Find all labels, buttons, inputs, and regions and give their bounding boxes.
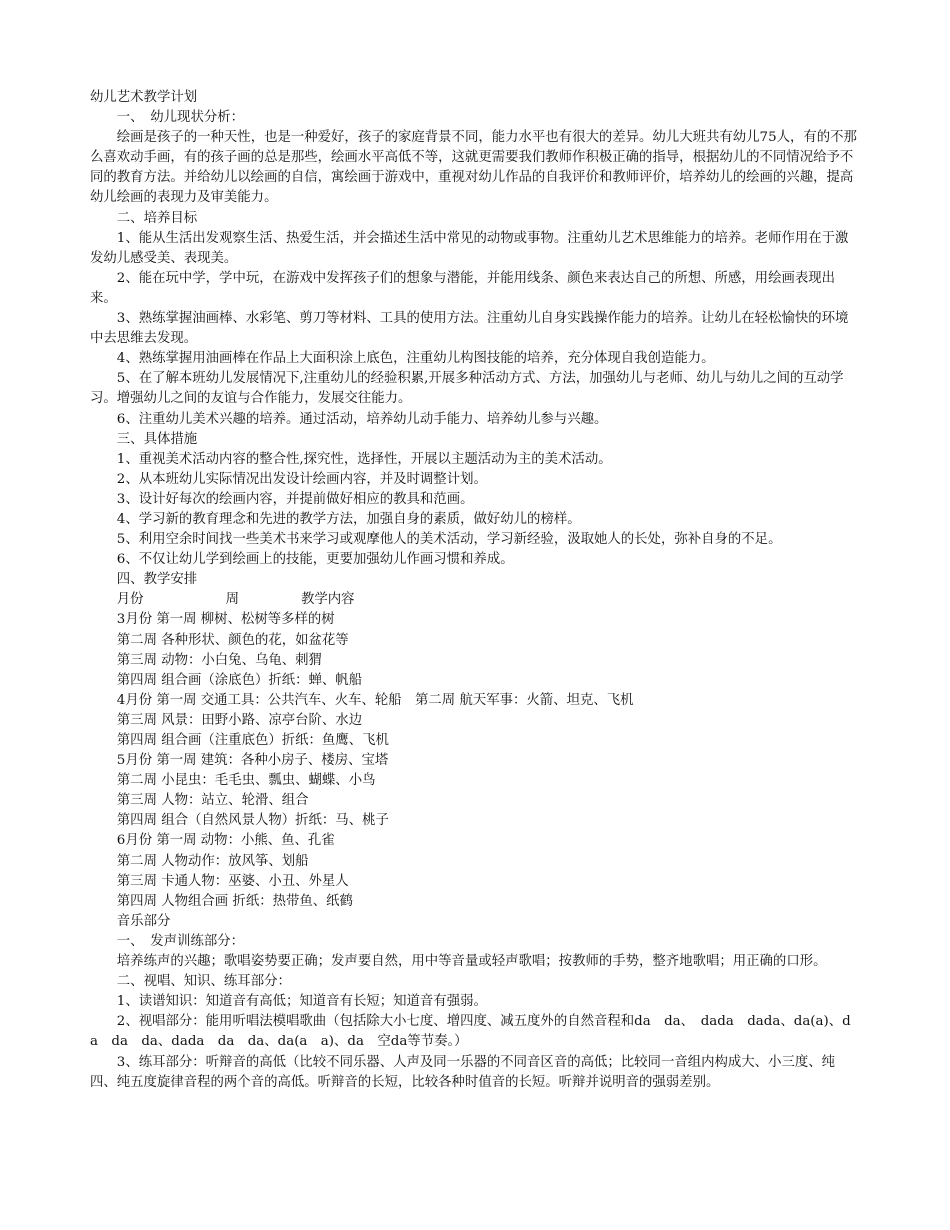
schedule-line: 第三周 动物：小白兔、乌龟、刺猬 — [116, 652, 322, 668]
schedule-line: 第四周 组合画（注重底色）折纸：鱼鹰、飞机 — [116, 733, 389, 748]
measure-item: 4、学习新的教育理念和先进的教学方法，加强自身的素质，做好幼儿的榜样。 — [116, 511, 581, 527]
schedule-line: 第四周 人物组合画 折纸：热带鱼、纸鹤 — [116, 893, 353, 909]
schedule-line: 第三周 卡通人物：巫婆、小丑、外星人 — [116, 873, 349, 889]
goal-item: 5、在了解本班幼儿发展情况下,注重幼儿的经验积累,开展多种活动方式、方法，加强幼儿与老师、幼儿与幼儿之间的互动学习。增强幼儿之间的友谊与合作能力，发展交往能力。 — [90, 371, 844, 407]
paragraph-situation: 绘画是孩子的一种天性，也是一种爱好，孩子的家庭背景不同，能力水平也有很大的差异。幼儿大班共有幼儿75人，有的不那么喜欢动手画，有的孩子画的总是那些，绘画水平高低不等，这就更需要我们教师作积极正确的指导，根据幼儿的不同情况给予不同的教育方法。并给幼儿以绘画的自信，寓绘画于游戏中，重视对幼儿作品的自我评价和教师评价，培养幼儿的绘画的兴趣，提高幼儿绘画的表现力及审美能力。 — [90, 130, 857, 206]
section-heading-schedule: 四、教学安排 — [116, 572, 198, 588]
measure-item: 2、从本班幼儿实际情况出发设计绘画内容，并及时调整计划。 — [116, 471, 487, 487]
document-title: 幼儿艺术教学计划 — [90, 90, 198, 105]
section-heading-music: 音乐部分 — [116, 913, 171, 929]
schedule-line: 第四周 组合画（涂底色）折纸：蝉、帆船 — [116, 672, 363, 688]
paragraph-vocal: 培养练声的兴趣；歌唱姿势要正确；发声要自然，用中等音量或轻声歌唱；按教师的手势，整齐地歌唱；用正确的口形。 — [116, 954, 827, 970]
schedule-header — [90, 590, 858, 610]
schedule-header-content: 教学内容 — [300, 592, 355, 608]
section-heading-measures: 三、具体措施 — [116, 431, 198, 447]
schedule-header-week: 周 — [225, 592, 239, 608]
goal-item: 3、熟练掌握油画棒、水彩笔、剪刀等材料、工具的使用方法。注重幼儿自身实践操作能力的培养。让幼儿在轻松愉快的环境中去思维去发现。 — [90, 311, 849, 347]
schedule-line: 4月份 第一周 交通工具：公共汽车、火车、轮船 第二周 航天军事：火箭、坦克、飞机 — [116, 692, 634, 708]
schedule-line: 第二周 小昆虫：毛毛虫、瓢虫、蝴蝶、小鸟 — [116, 773, 376, 789]
measure-item: 5、利用空余时间找一些美术书来学习或观摩他人的美术活动，学习新经验，汲取她人的长处，弥补自身的不足。 — [116, 532, 782, 548]
schedule-line: 第三周 人物：站立、轮滑、组合 — [116, 793, 309, 809]
schedule-line: 第二周 人物动作：放风筝、划船 — [116, 853, 309, 869]
schedule-line: 第二周 各种形状、颜色的花，如盆花等 — [116, 632, 349, 648]
music-heading-vocal: 一、 发声训练部分： — [116, 933, 245, 949]
goal-item: 1、能从生活出发观察生活、热爱生活，并会描述生活中常见的动物或事物。注重幼儿艺术思维能力的培养。老师作用在于激发幼儿感受美、表现美。 — [90, 230, 849, 266]
schedule-line: 3月份 第一周 柳树、松树等多样的树 — [116, 612, 335, 628]
section-heading-goals: 二、培养目标 — [116, 210, 198, 226]
music-item: 3、练耳部分：听辩音的高低（比较不同乐器、人声及同一乐器的不同音区音的高低；比较同一音组内构成大、小三度、纯四、纯五度旋律音程的两个音的高低。听辩音的长短，比较各种时值音的长短。听辩并说明音的强弱差别。 — [90, 1054, 836, 1090]
schedule-line: 第三周 风景：田野小路、凉亭台阶、水边 — [116, 712, 363, 728]
music-heading-sightsinging: 二、视唱、知识、练耳部分： — [116, 974, 291, 990]
goal-item: 4、熟练掌握用油画棒在作品上大面积涂上底色，注重幼儿构图技能的培养，充分体现自我创造能力。 — [116, 351, 715, 367]
schedule-header-month: 月份 — [116, 592, 144, 608]
music-item: 2、视唱部分：能用听唱法模唱歌曲（包括除大小七度、增四度、减五度外的自然音程和da da、 dada dada、da(a)、da da da、dada da da、da(a a)、da 空da等节奏。） — [90, 1014, 851, 1050]
schedule-line: 5月份 第一周 建筑：各种小房子、楼房、宝塔 — [116, 753, 389, 769]
measure-item: 6、不仅让幼儿学到绘画上的技能，更要加强幼儿作画习惯和养成。 — [116, 552, 514, 568]
goal-item: 2、能在玩中学，学中玩，在游戏中发挥孩子们的想象与潜能，并能用线条、颜色来表达自己的所想、所感，用绘画表现出来。 — [90, 270, 836, 306]
schedule-line: 第四周 组合（自然风景人物）折纸：马、桃子 — [116, 813, 389, 829]
goal-item: 6、注重幼儿美术兴趣的培养。通过活动，培养幼儿动手能力、培养幼儿参与兴趣。 — [116, 411, 608, 427]
measure-item: 1、重视美术活动内容的整合性,探究性，选择性，开展以主题活动为主的美术活动。 — [116, 451, 612, 467]
schedule-line: 6月份 第一周 动物：小熊、鱼、孔雀 — [116, 833, 335, 849]
measure-item: 3、设计好每次的绘画内容，并提前做好相应的教具和范画。 — [116, 491, 474, 507]
section-heading-situation: 一、 幼儿现状分析： — [116, 110, 245, 126]
music-item: 1、读谱知识：知道音有高低；知道音有长短；知道音有强弱。 — [116, 994, 487, 1010]
